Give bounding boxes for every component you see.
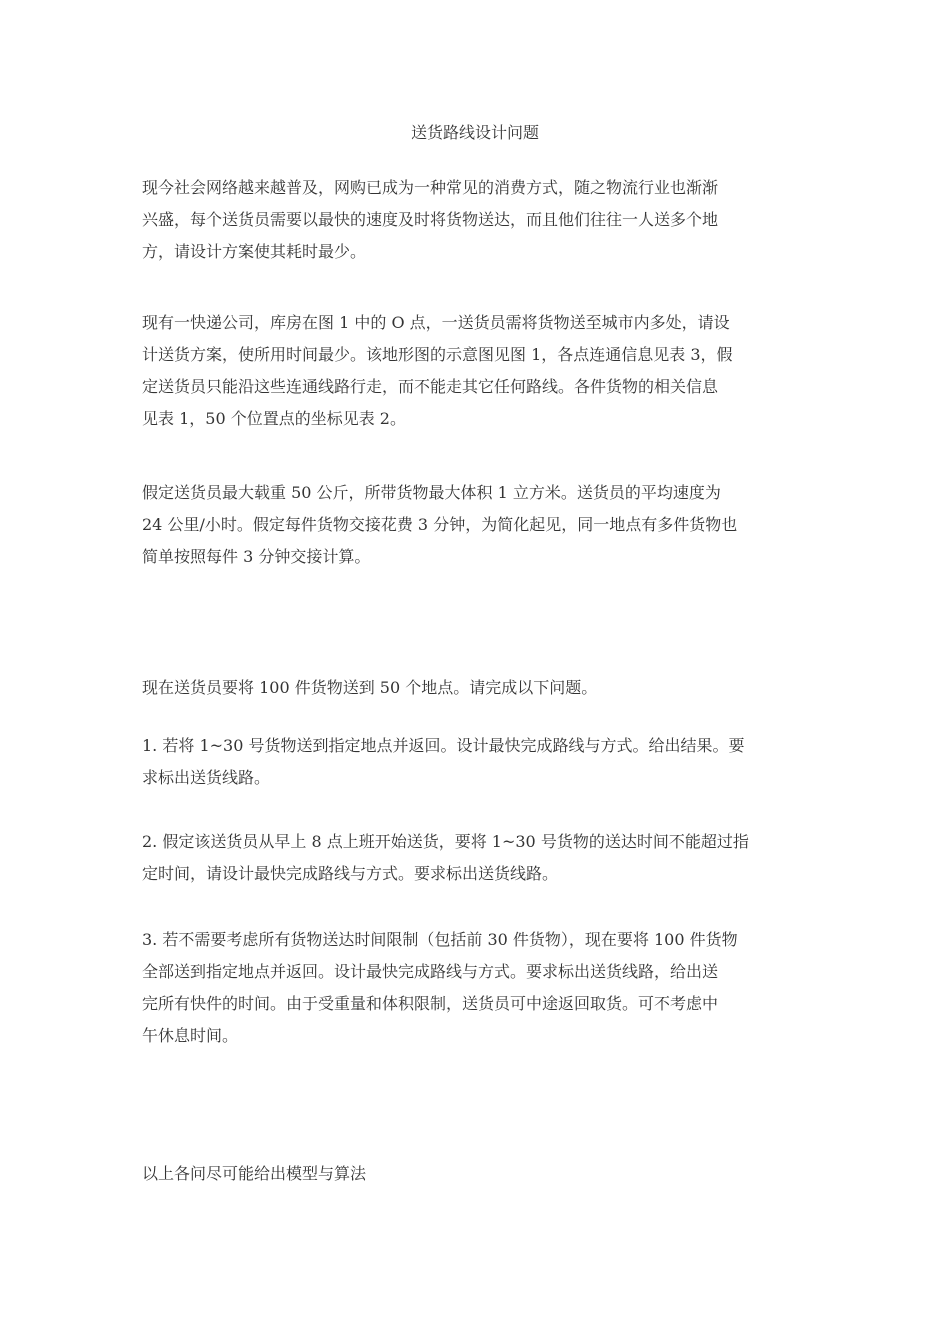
task-paragraph: 现在送货员要将 100 件货物送到 50 个地点。请完成以下问题。 [142, 678, 598, 697]
question-2: 2. 假定该送货员从早上 8 点上班开始送货，要将 1~30 号货物的送达时间不能超过指 定时间，请设计最快完成路线与方式。要求标出送货线路。 [142, 832, 749, 883]
assumptions-paragraph: 假定送货员最大载重 50 公斤，所带货物最大体积 1 立方米。送货员的平均速度为 24 公里/小时。假定每件货物交接花费 3 分钟，为简化起见，同一地点有多件货物也 简单按照每件 3 分钟交接计算。 [142, 483, 738, 566]
problem-setup-paragraph: 现有一快递公司，库房在图 1 中的 O 点，一送货员需将货物送至城市内多处，请设 计送货方案，使所用时间最少。该地形图的示意图见图 1，各点连通信息见表 3，假 定送货员只能沿这些连通线路行走，而不能走其它任何路线。各件货物的相关信息 见表 1，50 个位置点的坐标见表 2。 [142, 313, 733, 428]
intro-paragraph: 现今社会网络越来越普及，网购已成为一种常见的消费方式，随之物流行业也渐渐 兴盛，每个送货员需要以最快的速度及时将货物送达，而且他们往往一人送多个地 方，请设计方案使其耗时最少。 [142, 178, 719, 261]
question-3: 3. 若不需要考虑所有货物送达时间限制（包括前 30 件货物），现在要将 100 件货物 全部送到指定地点并返回。设计最快完成路线与方式。要求标出送货线路，给出送 完所有快件的时间。由于受重量和体积限制，送货员可中途返回取货。可不考虑中 午休息时间。 [142, 930, 738, 1045]
question-1: 1. 若将 1~30 号货物送到指定地点并返回。设计最快完成路线与方式。给出结果。要 求标出送货线路。 [142, 736, 745, 787]
document-title: 送货路线设计问题 [410, 123, 539, 142]
closing-paragraph: 以上各问尽可能给出模型与算法 [142, 1164, 367, 1183]
